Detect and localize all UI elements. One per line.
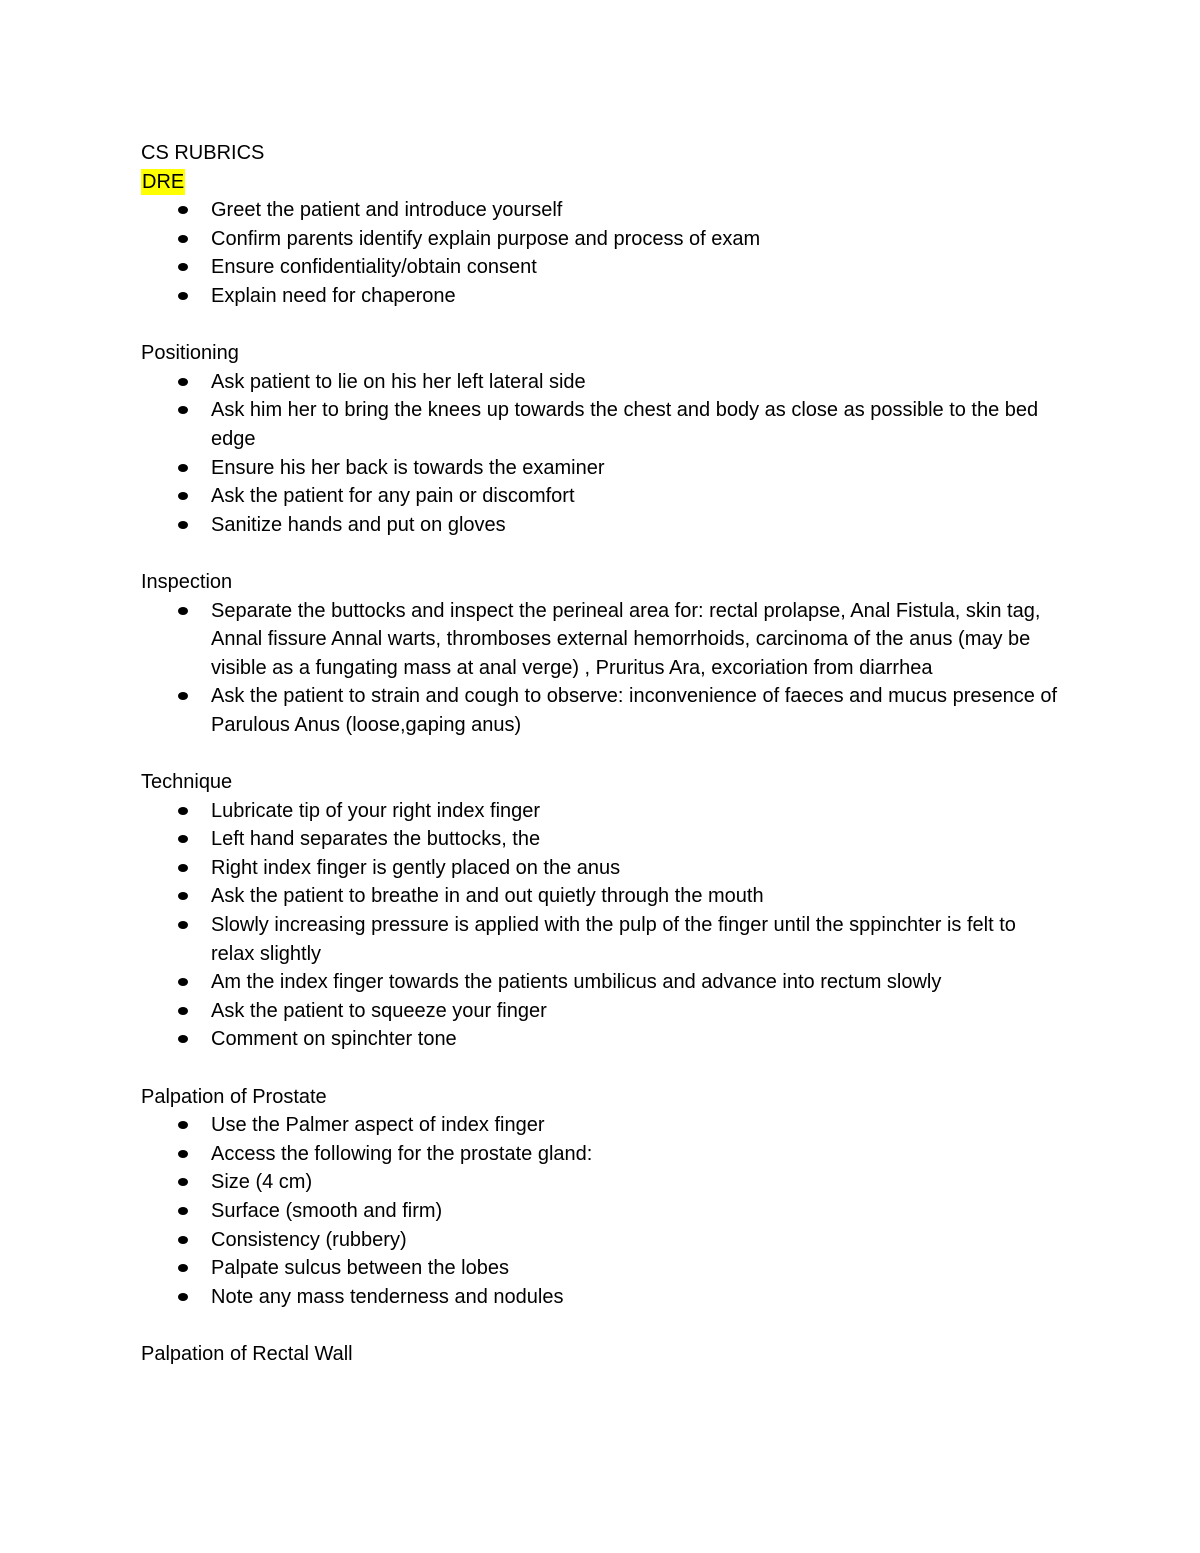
list-item-text: Slowly increasing pressure is applied with the pulp of the finger until the sppinchter is felt to relax slightly [211, 914, 1016, 965]
list-item [141, 511, 1061, 540]
list-item [141, 882, 1061, 911]
list-item-text: Access the following for the prostate gland: [211, 1142, 593, 1165]
bullet-dot-icon [178, 607, 188, 615]
heading-text: Technique [141, 771, 233, 794]
list-item-text: Greet the patient and introduce yourself [211, 199, 563, 222]
bullet-dot-icon [178, 1007, 188, 1015]
list-item-text: Ensure his her back is towards the examiner [211, 456, 605, 479]
section-heading [141, 1340, 1061, 1369]
list-item-text: Explain need for chaperone [211, 284, 456, 307]
list-item [141, 225, 1061, 254]
list-item-text: Separate the buttocks and inspect the perineal area for: rectal prolapse, Anal Fistula, skin tag, Annal fissure Annal warts, thromboses external hemorrhoids, carcinoma of the anus (may be visible as a fungating mass at anal verge) , Pruritus Ara, excoriation from diarrhea [211, 599, 1041, 679]
bullet-dot-icon [178, 807, 188, 815]
list-item-text: Use the Palmer aspect of index finger [211, 1114, 545, 1137]
section-heading [141, 568, 1061, 597]
list-item [141, 797, 1061, 826]
bullet-list [141, 196, 1061, 310]
list-item [141, 368, 1061, 397]
section-heading [141, 768, 1061, 797]
bullet-dot-icon [178, 1121, 188, 1129]
bullet-dot-icon [178, 864, 188, 872]
bullet-dot-icon [178, 1264, 188, 1272]
heading-text: Inspection [141, 570, 233, 593]
list-item-text: Left hand separates the buttocks, the [211, 828, 541, 851]
list-item [141, 196, 1061, 225]
bullet-dot-icon [178, 892, 188, 900]
bullet-dot-icon [178, 521, 188, 529]
list-item-text: Ask him her to bring the knees up towards the chest and body as close as possible to the bed edge [211, 399, 1039, 450]
document-body [141, 139, 1061, 1369]
list-item [141, 1254, 1061, 1283]
list-item-text: Surface (smooth and firm) [211, 1199, 443, 1222]
bullet-dot-icon [178, 492, 188, 500]
list-item-text: Consistency (rubbery) [211, 1228, 407, 1251]
list-item [141, 396, 1061, 453]
bullet-dot-icon [178, 464, 188, 472]
list-item-text: Ask the patient to strain and cough to observe: inconvenience of faeces and mucus presence of Parulous Anus (loose,gaping anus) [211, 685, 1058, 736]
list-item [141, 1197, 1061, 1226]
list-item-text: Palpate sulcus between the lobes [211, 1257, 509, 1280]
list-item [141, 911, 1061, 968]
bullet-dot-icon [178, 235, 188, 243]
list-item [141, 854, 1061, 883]
bullet-list [141, 597, 1061, 740]
bullet-dot-icon [178, 1207, 188, 1215]
list-item-text: Ask the patient to breathe in and out quietly through the mouth [211, 885, 764, 908]
list-item [141, 825, 1061, 854]
list-item-text: Am the index finger towards the patients umbilicus and advance into rectum slowly [211, 971, 942, 994]
section-list [141, 168, 1061, 1369]
section-2 [141, 568, 1061, 740]
list-item [141, 1025, 1061, 1054]
list-item-text: Ask the patient for any pain or discomfort [211, 485, 575, 508]
bullet-dot-icon [178, 406, 188, 414]
bullet-dot-icon [178, 978, 188, 986]
section-0 [141, 168, 1061, 311]
highlighted-heading-text: DRE [142, 170, 185, 193]
list-item [141, 968, 1061, 997]
bullet-dot-icon [178, 292, 188, 300]
bullet-dot-icon [178, 692, 188, 700]
list-item [141, 597, 1061, 683]
bullet-dot-icon [178, 1236, 188, 1244]
section-3 [141, 768, 1061, 1054]
section-4 [141, 1083, 1061, 1312]
list-item-text: Right index finger is gently placed on the anus [211, 856, 621, 879]
section-heading [141, 339, 1061, 368]
list-item-text: Sanitize hands and put on gloves [211, 513, 506, 536]
list-item [141, 997, 1061, 1026]
list-item [141, 1168, 1061, 1197]
list-item [141, 1140, 1061, 1169]
bullet-dot-icon [178, 206, 188, 214]
bullet-list [141, 368, 1061, 540]
list-item [141, 1111, 1061, 1140]
section-1 [141, 339, 1061, 539]
list-item-text: Ask the patient to squeeze your finger [211, 999, 547, 1022]
list-item [141, 282, 1061, 311]
bullet-dot-icon [178, 1178, 188, 1186]
bullet-dot-icon [178, 1293, 188, 1301]
list-item [141, 1226, 1061, 1255]
list-item [141, 482, 1061, 511]
bullet-dot-icon [178, 1035, 188, 1043]
section-5 [141, 1340, 1061, 1369]
list-item-text: Comment on spinchter tone [211, 1028, 457, 1051]
bullet-dot-icon [178, 921, 188, 929]
heading-text: Palpation of Rectal Wall [141, 1342, 353, 1365]
list-item-text: Note any mass tenderness and nodules [211, 1285, 564, 1308]
list-item [141, 454, 1061, 483]
list-item-text: Lubricate tip of your right index finger [211, 799, 541, 822]
heading-text: Palpation of Prostate [141, 1085, 327, 1108]
bullet-dot-icon [178, 1150, 188, 1158]
list-item-text: Ask patient to lie on his her left lateral side [211, 370, 586, 393]
document-title: CS RUBRICS [141, 142, 265, 164]
heading-text: Positioning [141, 342, 239, 365]
list-item [141, 253, 1061, 282]
bullet-dot-icon [178, 263, 188, 271]
bullet-list [141, 797, 1061, 1054]
list-item [141, 1283, 1061, 1312]
section-heading [141, 168, 1061, 197]
section-heading [141, 1083, 1061, 1112]
bullet-dot-icon [178, 835, 188, 843]
bullet-dot-icon [178, 378, 188, 386]
list-item [141, 682, 1061, 739]
bullet-list [141, 1111, 1061, 1311]
list-item-text: Confirm parents identify explain purpose and process of exam [211, 227, 761, 250]
list-item-text: Ensure confidentiality/obtain consent [211, 256, 537, 279]
list-item-text: Size (4 cm) [211, 1171, 313, 1194]
